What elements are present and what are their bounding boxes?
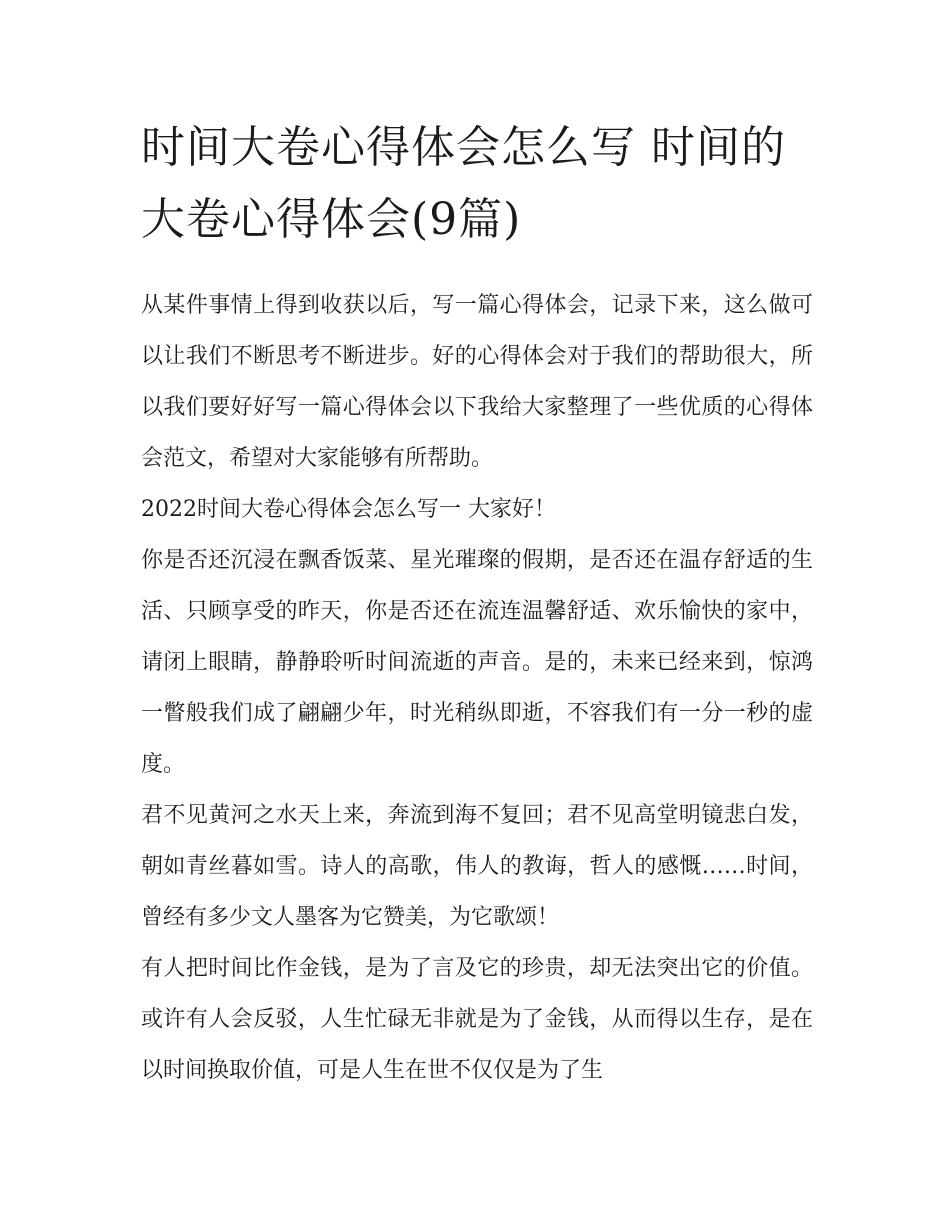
paragraph-poetry: 君不见黄河之水天上来，奔流到海不复回；君不见高堂明镜悲白发，朝如青丝暮如雪。诗人的高歌，伟人的教诲，哲人的感慨……时间，曾经有多少文人墨客为它赞美，为它歌颂！ <box>141 803 813 930</box>
document-title: 时间大卷心得体会怎么写 时间的大卷心得体会(9篇) <box>141 122 786 245</box>
document-page <box>141 112 813 1096</box>
paragraph-holiday: 你是否还沉浸在飘香饭菜、星光璀璨的假期，是否还在温存舒适的生活、只顾享受的昨天，你是否还在流连温馨舒适、欢乐愉快的家中，请闭上眼睛，静静聆听时间流逝的声音。是的，未来已经来到，惊鸿一瞥般我们成了翩翩少年，时光稍纵即逝，不容我们有一分一秒的虚度。 <box>141 548 813 777</box>
document-body <box>141 280 813 1096</box>
paragraph-intro: 从某件事情上得到收获以后，写一篇心得体会，记录下来，这么做可以让我们不断思考不断进步。好的心得体会对于我们的帮助很大，所以我们要好好写一篇心得体会以下我给大家整理了一些优质的心得体会范文，希望对大家能够有所帮助。 <box>141 293 813 471</box>
paragraph-time-money: 有人把时间比作金钱，是为了言及它的珍贵，却无法突出它的价值。或许有人会反驳，人生忙碌无非就是为了金钱，从而得以生存，是在以时间换取价值，可是人生在世不仅仅是为了生 <box>141 956 813 1083</box>
paragraph-heading-greeting: 2022时间大卷心得体会怎么写一 大家好！ <box>141 497 556 522</box>
